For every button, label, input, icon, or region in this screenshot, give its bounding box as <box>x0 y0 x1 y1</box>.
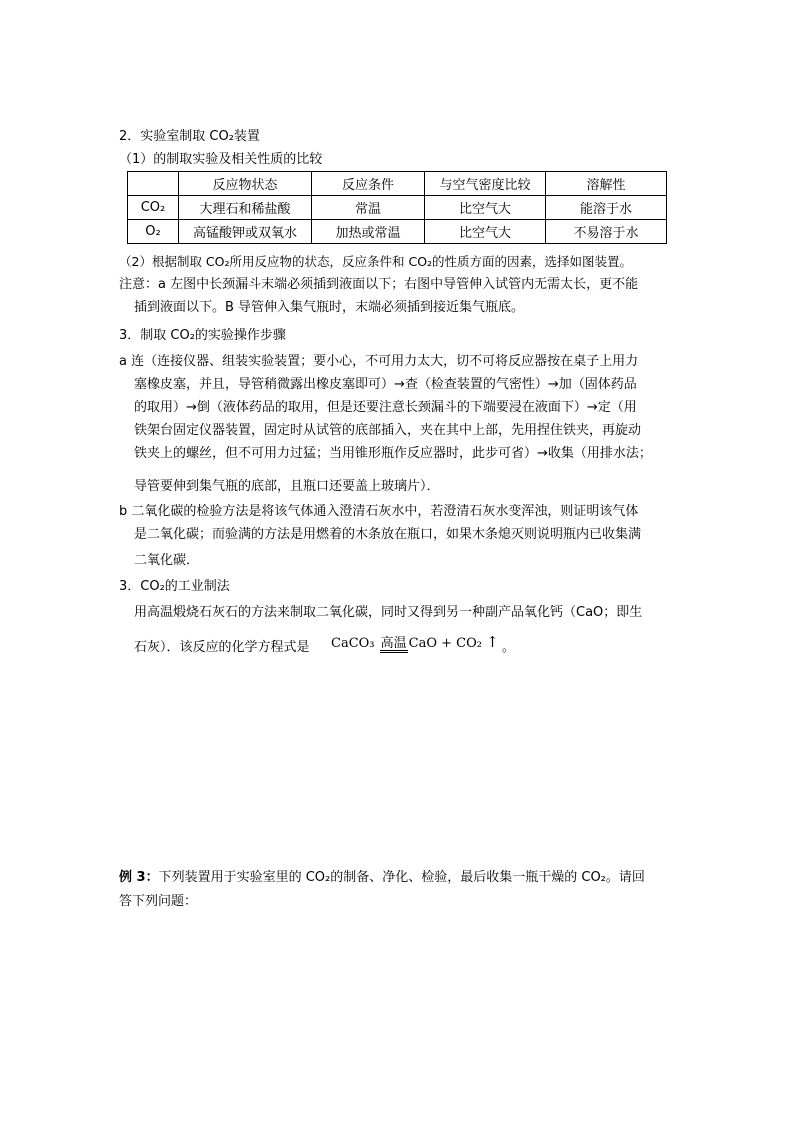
section-2-title: 2．实验室制取 CO₂装置 <box>119 129 260 144</box>
step-a-line: 塞橡皮塞，并且，导管稍微露出橡皮塞即可）→查（检查装置的气密性）→加（固体药品 <box>134 377 637 392</box>
step-b-line: 二氧化碳． <box>134 553 200 568</box>
equation-reactant: CaCO₃ <box>331 636 375 651</box>
table-cell: CO₂ <box>128 196 179 220</box>
industrial-line-1: 用高温煅烧石灰石的方法来制取二氧化碳，同时又得到另一种副产品氧化钙（CaO；即生 <box>134 605 643 620</box>
table-cell: 比空气大 <box>425 220 546 244</box>
table-cell: 比空气大 <box>425 196 546 220</box>
example-3-label: 例 3： <box>119 870 159 885</box>
note-line-1: 注意：a 左图中长颈漏斗末端必须插到液面以下；右图中导管伸入试管内无需太长，更不能 <box>119 277 639 292</box>
table-header-cell: 与空气密度比较 <box>425 172 546 196</box>
example-3-line-1 <box>119 868 645 888</box>
equation-condition: 高温 <box>379 634 409 654</box>
table-row <box>128 196 667 220</box>
table-cell: O₂ <box>128 220 179 244</box>
table-cell: 大理石和稀盐酸 <box>179 196 312 220</box>
example-3-line-2: 答下列问题： <box>119 894 198 909</box>
step-a-line: 的取用）→倒（液体药品的取用，但是还要注意长颈漏斗的下端要浸在液面下）→定（用 <box>134 400 637 415</box>
table-cell: 能溶于水 <box>546 196 667 220</box>
step-a-line: 铁夹上的螺丝，但不可用力过猛；当用锥形瓶作反应器时，此步可省）→收集（用排水法； <box>134 446 652 461</box>
step-a-line: a 连（连接仪器、组装实验装置；要小心，不可用力太大，切不可将反应器按在桌子上用力 <box>119 354 639 369</box>
section-2-sub2: （2）根据制取 CO₂所用反应物的状态，反应条件和 CO₂的性质方面的因素，选择如图装置。 <box>119 254 633 269</box>
table-header-cell: 溶解性 <box>546 172 667 196</box>
equation-products: CaO + CO₂ <box>408 636 482 651</box>
industrial-line-2-end: 。 <box>502 640 516 655</box>
chemical-equation <box>331 632 499 654</box>
table-cell: 高锰酸钾或双氧水 <box>179 220 312 244</box>
table-cell: 常温 <box>312 196 425 220</box>
example-3-text: 下列装置用于实验室里的 CO₂的制备、净化、检验，最后收集一瓶干燥的 CO₂。请回 <box>158 870 645 885</box>
step-a-line: 导管要伸到集气瓶的底部，且瓶口还要盖上玻璃片）． <box>134 479 440 494</box>
table-row <box>128 220 667 244</box>
table-header-cell <box>128 172 179 196</box>
comparison-table <box>127 171 667 244</box>
table-header-cell: 反应条件 <box>312 172 425 196</box>
table-cell: 加热或常温 <box>312 220 425 244</box>
step-a-line: 铁架台固定仪器装置，固定时从试管的底部插入，夹在其中上部，先用捏住铁夹，再旋动 <box>134 423 642 438</box>
step-b-line: 是二氧化碳；而验满的方法是用燃着的木条放在瓶口，如果木条熄灭则说明瓶内已收集满 <box>134 527 642 542</box>
table-header-row <box>128 172 667 196</box>
section-3b-title: 3．CO₂的工业制法 <box>119 579 230 594</box>
section-3-title: 3．制取 CO₂的实验操作步骤 <box>119 328 286 343</box>
table-header-cell: 反应物状态 <box>179 172 312 196</box>
note-line-2: 插到液面以下。B 导管伸入集气瓶时，末端必须插到接近集气瓶底。 <box>134 300 525 315</box>
gas-arrow-icon: ↑ <box>486 633 499 651</box>
section-2-sub1: （1）的制取实验及相关性质的比较 <box>119 152 323 167</box>
table-cell: 不易溶于水 <box>546 220 667 244</box>
industrial-line-2: 石灰）．该反应的化学方程式是 <box>134 640 310 655</box>
step-b-line: b 二氧化碳的检验方法是将该气体通入澄清石灰水中，若澄清石灰水变浑浊，则证明该气体 <box>119 504 639 519</box>
